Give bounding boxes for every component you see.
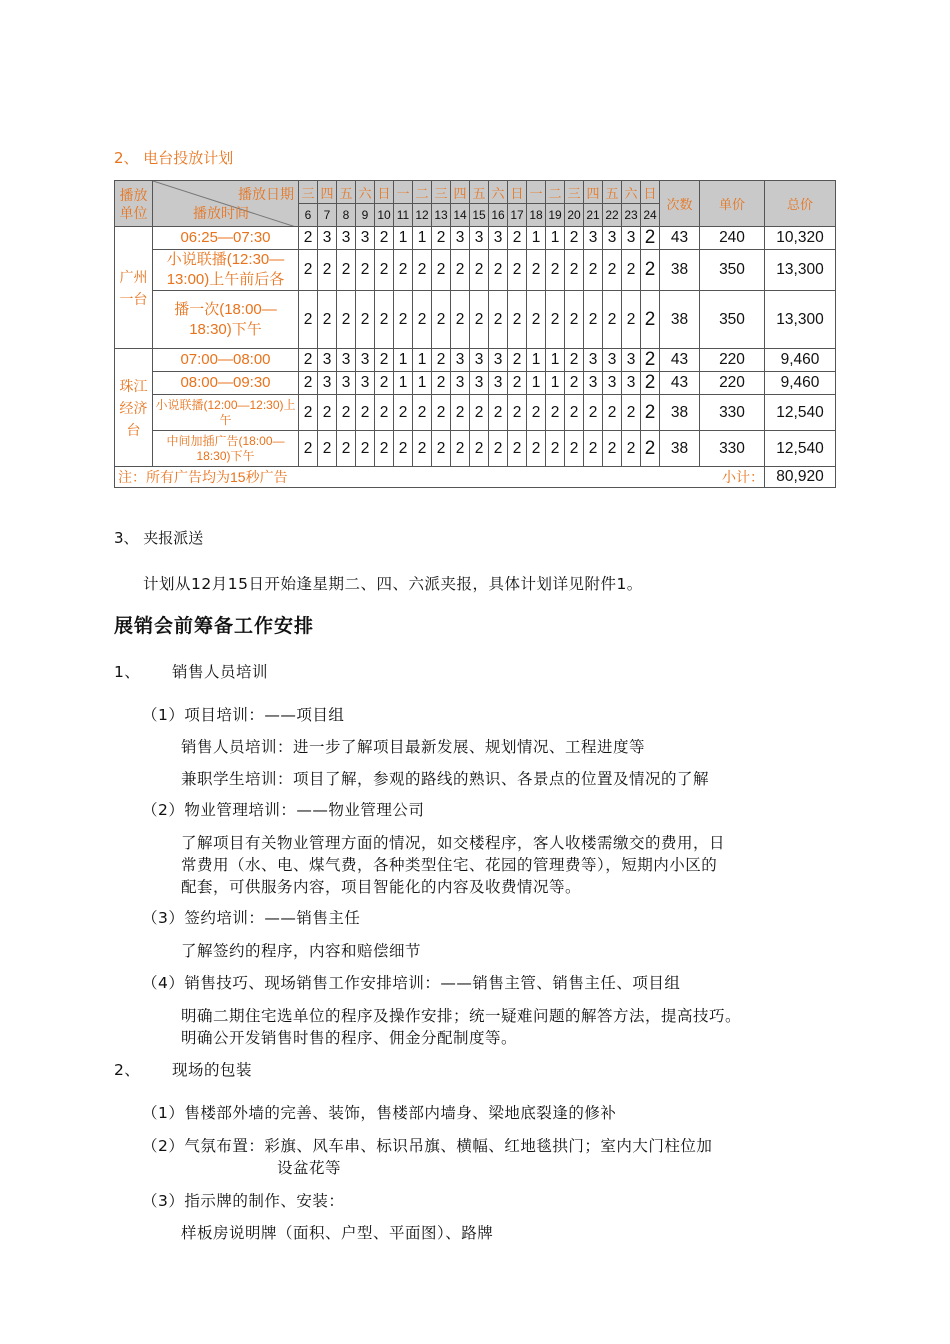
table-row bbox=[115, 291, 836, 349]
date-cell: 15 bbox=[470, 204, 489, 227]
play-count-cell: 3 bbox=[337, 372, 356, 395]
weekday-cell: 一 bbox=[527, 181, 546, 204]
weekday-cell: 三 bbox=[565, 181, 584, 204]
section-3-title: 3、 夹报派送 bbox=[114, 529, 204, 547]
price-cell: 330 bbox=[700, 431, 765, 467]
pack-1: （1）售楼部外墙的完善、装饰，售楼部内墙身、梁地底裂逢的修补 bbox=[142, 1104, 617, 1122]
play-count-cell: 2 bbox=[375, 250, 394, 291]
weekday-cell: 六 bbox=[489, 181, 508, 204]
item-1-number: 1、 bbox=[114, 663, 141, 681]
play-count-cell: 2 bbox=[641, 291, 660, 349]
play-count-cell: 2 bbox=[622, 431, 641, 467]
play-count-cell: 2 bbox=[432, 349, 451, 372]
play-count-cell: 3 bbox=[451, 349, 470, 372]
sub-1-line-a: 销售人员培训：进一步了解项目最新发展、规划情况、工程进度等 bbox=[181, 738, 646, 756]
play-count-cell: 2 bbox=[470, 431, 489, 467]
play-count-cell: 2 bbox=[470, 250, 489, 291]
play-count-cell: 2 bbox=[299, 395, 318, 431]
table-note: 注：所有广告均为15秒广告 bbox=[115, 467, 660, 488]
play-count-cell: 2 bbox=[432, 372, 451, 395]
play-count-cell: 2 bbox=[641, 372, 660, 395]
play-count-cell: 2 bbox=[413, 431, 432, 467]
sub-3-title: （3）签约培训：——销售主任 bbox=[142, 909, 361, 927]
play-count-cell: 2 bbox=[641, 349, 660, 372]
play-count-cell: 2 bbox=[565, 227, 584, 250]
play-count-cell: 2 bbox=[489, 395, 508, 431]
play-count-cell: 3 bbox=[489, 227, 508, 250]
play-count-cell: 2 bbox=[489, 250, 508, 291]
play-count-cell: 2 bbox=[318, 395, 337, 431]
play-count-cell: 3 bbox=[489, 349, 508, 372]
play-count-cell: 1 bbox=[546, 372, 565, 395]
play-count-cell: 3 bbox=[356, 227, 375, 250]
play-count-cell: 2 bbox=[299, 227, 318, 250]
play-count-cell: 2 bbox=[375, 431, 394, 467]
play-count-cell: 2 bbox=[565, 291, 584, 349]
play-count-cell: 3 bbox=[318, 349, 337, 372]
play-count-cell: 2 bbox=[470, 291, 489, 349]
play-count-cell: 2 bbox=[622, 250, 641, 291]
play-count-cell: 2 bbox=[565, 372, 584, 395]
pack-3: （3）指示牌的制作、安装： bbox=[142, 1192, 345, 1210]
play-count-cell: 3 bbox=[470, 227, 489, 250]
play-count-cell: 1 bbox=[413, 227, 432, 250]
date-cell: 23 bbox=[622, 204, 641, 227]
weekday-cell: 四 bbox=[451, 181, 470, 204]
weekday-cell: 四 bbox=[584, 181, 603, 204]
page-heading: 展销会前筹备工作安排 bbox=[114, 615, 315, 637]
play-count-cell: 2 bbox=[337, 395, 356, 431]
play-count-cell: 2 bbox=[356, 250, 375, 291]
subtotal-label: 小计： bbox=[660, 467, 765, 488]
sub-2-title: （2）物业管理培训：——物业管理公司 bbox=[142, 801, 425, 819]
play-count-cell: 2 bbox=[527, 395, 546, 431]
play-count-cell: 2 bbox=[641, 431, 660, 467]
play-count-cell: 2 bbox=[356, 395, 375, 431]
play-count-cell: 2 bbox=[546, 250, 565, 291]
date-cell: 10 bbox=[375, 204, 394, 227]
play-count-cell: 2 bbox=[299, 291, 318, 349]
weekday-cell: 二 bbox=[546, 181, 565, 204]
play-count-cell: 2 bbox=[641, 227, 660, 250]
play-count-cell: 2 bbox=[622, 395, 641, 431]
sub-4-title: （4）销售技巧、现场销售工作安排培训：——销售主管、销售主任、项目组 bbox=[142, 974, 681, 992]
weekday-cell: 六 bbox=[622, 181, 641, 204]
play-count-cell: 2 bbox=[356, 291, 375, 349]
play-count-cell: 3 bbox=[584, 227, 603, 250]
play-count-cell: 2 bbox=[489, 291, 508, 349]
play-count-cell: 3 bbox=[356, 372, 375, 395]
play-count-cell: 2 bbox=[299, 349, 318, 372]
date-cell: 19 bbox=[546, 204, 565, 227]
play-count-cell: 3 bbox=[622, 349, 641, 372]
play-count-cell: 1 bbox=[413, 349, 432, 372]
header-unit: 播放单位 bbox=[115, 181, 153, 227]
time-cell: 06:25—07:30 bbox=[153, 227, 299, 250]
table-row bbox=[115, 349, 836, 372]
item-1-title: 销售人员培训 bbox=[172, 663, 269, 681]
count-cell: 43 bbox=[660, 372, 700, 395]
sub-3-line-a: 了解签约的程序，内容和赔偿细节 bbox=[181, 942, 422, 960]
time-cell: 播一次(18:00—18:30)下午 bbox=[153, 291, 299, 349]
sub-1-line-b: 兼职学生培训：项目了解，参观的路线的熟识、各景点的位置及情况的了解 bbox=[181, 770, 710, 788]
play-count-cell: 3 bbox=[603, 349, 622, 372]
play-count-cell: 2 bbox=[546, 395, 565, 431]
count-cell: 38 bbox=[660, 395, 700, 431]
weekday-cell: 六 bbox=[356, 181, 375, 204]
count-cell: 43 bbox=[660, 227, 700, 250]
play-count-cell: 2 bbox=[375, 349, 394, 372]
play-count-cell: 2 bbox=[565, 395, 584, 431]
header-date-label: 播放日期 bbox=[238, 186, 294, 202]
play-count-cell: 2 bbox=[508, 395, 527, 431]
total-cell: 12,540 bbox=[765, 395, 836, 431]
play-count-cell: 2 bbox=[413, 395, 432, 431]
play-count-cell: 2 bbox=[394, 250, 413, 291]
play-count-cell: 3 bbox=[622, 227, 641, 250]
total-cell: 9,460 bbox=[765, 349, 836, 372]
weekday-cell: 三 bbox=[299, 181, 318, 204]
play-count-cell: 3 bbox=[470, 372, 489, 395]
play-count-cell: 2 bbox=[584, 250, 603, 291]
play-count-cell: 1 bbox=[394, 349, 413, 372]
date-cell: 13 bbox=[432, 204, 451, 227]
weekday-cell: 三 bbox=[432, 181, 451, 204]
play-count-cell: 2 bbox=[432, 291, 451, 349]
play-count-cell: 2 bbox=[451, 291, 470, 349]
total-cell: 12,540 bbox=[765, 431, 836, 467]
count-cell: 38 bbox=[660, 431, 700, 467]
play-count-cell: 2 bbox=[337, 431, 356, 467]
play-count-cell: 2 bbox=[584, 431, 603, 467]
play-count-cell: 2 bbox=[508, 431, 527, 467]
play-count-cell: 3 bbox=[318, 372, 337, 395]
date-cell: 22 bbox=[603, 204, 622, 227]
time-cell: 小说联播(12:00—12:30)上午 bbox=[153, 395, 299, 431]
play-count-cell: 3 bbox=[622, 372, 641, 395]
section-3-text: 计划从12月15日开始逢星期二、四、六派夹报，具体计划详见附件1。 bbox=[143, 575, 643, 593]
play-count-cell: 2 bbox=[299, 250, 318, 291]
play-count-cell: 1 bbox=[546, 227, 565, 250]
play-count-cell: 2 bbox=[432, 395, 451, 431]
sub-2-line-2: 常费用（水、电、煤气费，各种类型住宅、花园的管理费等），短期内小区的 bbox=[181, 856, 718, 874]
table-row bbox=[115, 250, 836, 291]
sub-2-line-3: 配套，可供服务内容，项目智能化的内容及收费情况等。 bbox=[181, 878, 582, 896]
play-count-cell: 1 bbox=[527, 372, 546, 395]
play-count-cell: 3 bbox=[451, 227, 470, 250]
price-cell: 220 bbox=[700, 349, 765, 372]
price-cell: 330 bbox=[700, 395, 765, 431]
play-count-cell: 2 bbox=[603, 395, 622, 431]
play-count-cell: 2 bbox=[527, 431, 546, 467]
weekday-cell: 五 bbox=[337, 181, 356, 204]
count-cell: 43 bbox=[660, 349, 700, 372]
price-cell: 220 bbox=[700, 372, 765, 395]
play-count-cell: 3 bbox=[470, 349, 489, 372]
play-count-cell: 2 bbox=[337, 250, 356, 291]
play-count-cell: 2 bbox=[432, 431, 451, 467]
weekday-cell: 五 bbox=[470, 181, 489, 204]
play-count-cell: 2 bbox=[508, 250, 527, 291]
play-count-cell: 2 bbox=[451, 250, 470, 291]
weekday-cell: 五 bbox=[603, 181, 622, 204]
play-count-cell: 2 bbox=[603, 250, 622, 291]
play-count-cell: 2 bbox=[299, 431, 318, 467]
play-count-cell: 2 bbox=[375, 227, 394, 250]
subtotal-value: 80,920 bbox=[765, 467, 836, 488]
play-count-cell: 3 bbox=[451, 372, 470, 395]
play-count-cell: 2 bbox=[432, 227, 451, 250]
play-count-cell: 2 bbox=[394, 395, 413, 431]
play-count-cell: 1 bbox=[527, 349, 546, 372]
play-count-cell: 3 bbox=[318, 227, 337, 250]
weekday-cell: 日 bbox=[641, 181, 660, 204]
play-count-cell: 1 bbox=[546, 349, 565, 372]
play-count-cell: 3 bbox=[584, 372, 603, 395]
play-count-cell: 2 bbox=[489, 431, 508, 467]
sub-4-line-a: 明确二期住宅选单位的程序及操作安排；统一疑难问题的解答方法，提高技巧。 bbox=[181, 1007, 742, 1025]
date-cell: 18 bbox=[527, 204, 546, 227]
pack-2-line-2: 设盆花等 bbox=[277, 1159, 342, 1177]
play-count-cell: 2 bbox=[546, 291, 565, 349]
date-cell: 16 bbox=[489, 204, 508, 227]
play-count-cell: 2 bbox=[337, 291, 356, 349]
play-count-cell: 2 bbox=[584, 395, 603, 431]
play-count-cell: 2 bbox=[546, 431, 565, 467]
weekday-cell: 四 bbox=[318, 181, 337, 204]
play-count-cell: 2 bbox=[375, 291, 394, 349]
sub-2-line-1: 了解项目有关物业管理方面的情况，如交楼程序，客人收楼需缴交的费用，日 bbox=[181, 834, 726, 852]
total-cell: 10,320 bbox=[765, 227, 836, 250]
table-row bbox=[115, 372, 836, 395]
section-2-title: 2、 电台投放计划 bbox=[114, 149, 234, 167]
play-count-cell: 2 bbox=[394, 291, 413, 349]
play-count-cell: 2 bbox=[527, 291, 546, 349]
play-count-cell: 2 bbox=[413, 291, 432, 349]
time-cell: 中间加插广告(18:00—18:30)下午 bbox=[153, 431, 299, 467]
header-count: 次数 bbox=[660, 181, 700, 227]
date-cell: 20 bbox=[565, 204, 584, 227]
total-cell: 13,300 bbox=[765, 250, 836, 291]
date-cell: 11 bbox=[394, 204, 413, 227]
play-count-cell: 2 bbox=[413, 250, 432, 291]
play-count-cell: 2 bbox=[565, 431, 584, 467]
item-2-number: 2、 bbox=[114, 1061, 141, 1079]
time-cell: 08:00—09:30 bbox=[153, 372, 299, 395]
weekday-cell: 日 bbox=[508, 181, 527, 204]
pack-2-line-1: （2）气氛布置：彩旗、风车串、标识吊旗、横幅、红地毯拱门；室内大门柱位加 bbox=[142, 1137, 713, 1155]
item-2-title: 现场的包装 bbox=[172, 1061, 253, 1079]
unit-cell: 广州一台 bbox=[115, 227, 153, 349]
total-cell: 13,300 bbox=[765, 291, 836, 349]
pack-3-line-a: 样板房说明牌（面积、户型、平面图）、路牌 bbox=[181, 1224, 494, 1242]
table-row bbox=[115, 395, 836, 431]
date-cell: 8 bbox=[337, 204, 356, 227]
date-cell: 7 bbox=[318, 204, 337, 227]
unit-cell: 珠江经济台 bbox=[115, 349, 153, 467]
play-count-cell: 2 bbox=[641, 395, 660, 431]
play-count-cell: 2 bbox=[641, 250, 660, 291]
play-count-cell: 2 bbox=[299, 372, 318, 395]
play-count-cell: 2 bbox=[508, 372, 527, 395]
table-row bbox=[115, 227, 836, 250]
play-count-cell: 2 bbox=[318, 431, 337, 467]
date-cell: 24 bbox=[641, 204, 660, 227]
play-count-cell: 3 bbox=[603, 227, 622, 250]
play-count-cell: 2 bbox=[318, 250, 337, 291]
play-count-cell: 2 bbox=[622, 291, 641, 349]
play-count-cell: 3 bbox=[584, 349, 603, 372]
play-count-cell: 2 bbox=[375, 372, 394, 395]
play-count-cell: 1 bbox=[413, 372, 432, 395]
price-cell: 350 bbox=[700, 250, 765, 291]
header-price: 单价 bbox=[700, 181, 765, 227]
date-cell: 12 bbox=[413, 204, 432, 227]
price-cell: 350 bbox=[700, 291, 765, 349]
play-count-cell: 1 bbox=[527, 227, 546, 250]
date-cell: 9 bbox=[356, 204, 375, 227]
play-count-cell: 1 bbox=[394, 227, 413, 250]
play-count-cell: 2 bbox=[584, 291, 603, 349]
weekday-cell: 日 bbox=[375, 181, 394, 204]
header-date-time bbox=[153, 181, 299, 227]
radio-schedule-table bbox=[114, 180, 836, 488]
play-count-cell: 2 bbox=[603, 431, 622, 467]
sub-1-title: （1）项目培训：——项目组 bbox=[142, 706, 345, 724]
play-count-cell: 2 bbox=[527, 250, 546, 291]
date-cell: 21 bbox=[584, 204, 603, 227]
play-count-cell: 2 bbox=[603, 291, 622, 349]
play-count-cell: 2 bbox=[508, 349, 527, 372]
play-count-cell: 2 bbox=[470, 395, 489, 431]
date-cell: 14 bbox=[451, 204, 470, 227]
time-cell: 小说联播(12:30—13:00)上午前后各 bbox=[153, 250, 299, 291]
play-count-cell: 2 bbox=[375, 395, 394, 431]
total-cell: 9,460 bbox=[765, 372, 836, 395]
play-count-cell: 3 bbox=[356, 349, 375, 372]
sub-4-line-b: 明确公开发销售时售的程序、佣金分配制度等。 bbox=[181, 1029, 518, 1047]
play-count-cell: 2 bbox=[356, 431, 375, 467]
play-count-cell: 3 bbox=[489, 372, 508, 395]
play-count-cell: 2 bbox=[565, 349, 584, 372]
play-count-cell: 3 bbox=[603, 372, 622, 395]
weekday-cell: 一 bbox=[394, 181, 413, 204]
time-cell: 07:00—08:00 bbox=[153, 349, 299, 372]
weekday-cell: 二 bbox=[413, 181, 432, 204]
play-count-cell: 1 bbox=[394, 372, 413, 395]
play-count-cell: 2 bbox=[451, 431, 470, 467]
play-count-cell: 2 bbox=[394, 431, 413, 467]
table-row bbox=[115, 431, 836, 467]
count-cell: 38 bbox=[660, 250, 700, 291]
price-cell: 240 bbox=[700, 227, 765, 250]
play-count-cell: 2 bbox=[508, 227, 527, 250]
play-count-cell: 3 bbox=[337, 227, 356, 250]
date-cell: 17 bbox=[508, 204, 527, 227]
play-count-cell: 3 bbox=[337, 349, 356, 372]
play-count-cell: 2 bbox=[451, 395, 470, 431]
date-cell: 6 bbox=[299, 204, 318, 227]
play-count-cell: 2 bbox=[508, 291, 527, 349]
header-total: 总价 bbox=[765, 181, 836, 227]
count-cell: 38 bbox=[660, 291, 700, 349]
header-time-label: 播放时间 bbox=[193, 205, 249, 221]
play-count-cell: 2 bbox=[318, 291, 337, 349]
play-count-cell: 2 bbox=[432, 250, 451, 291]
play-count-cell: 2 bbox=[565, 250, 584, 291]
